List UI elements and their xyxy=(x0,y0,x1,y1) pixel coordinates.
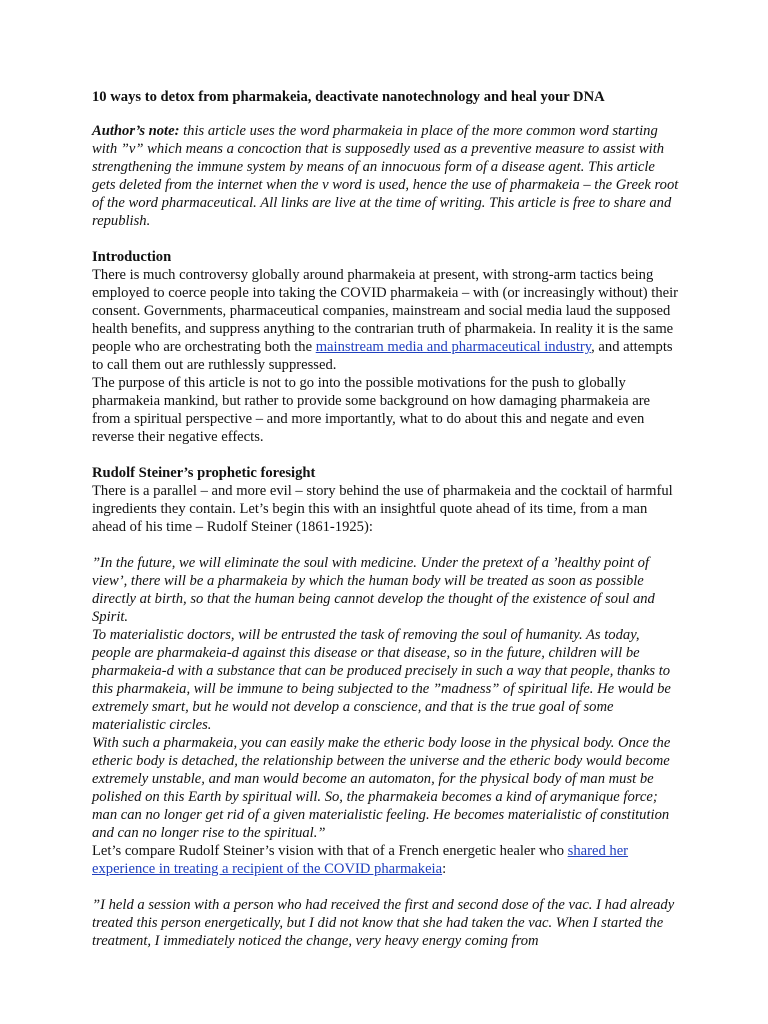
steiner-paragraph: There is a parallel – and more evil – story behind the use of pharmakeia and the cocktail of harmful ingredients they contain. Let’s begin this with an insightful quote ahead of its time, from a man ahead of his time – Rudolf Steiner (1861-1925): xyxy=(92,483,673,535)
steiner-quote-part-3: With such a pharmakeia, you can easily make the etheric body loose in the physical body. Once the etheric body is detached, the relationship between the universe and the etheric body would become extremely unstable, and man would become an automaton, for the physical body of man must be polished on this Earth by spiritual will. So, the pharmakeia becomes a kind of arymanique force; man can no longer get rid of a given materialistic feeling. He becomes materialistic of constitution and can no longer rise to the spiritual.” xyxy=(92,735,671,841)
healer-quote: ”I held a session with a person who had received the first and second dose of the vac. I had already treated this person energetically, but I did not know that she had taken the vac. When I started the treatment, I immediately noticed the change, very heavy energy coming from xyxy=(92,897,675,949)
mainstream-media-link[interactable]: mainstream media and pharmaceutical industry xyxy=(315,339,592,355)
document-page xyxy=(92,88,682,950)
author-note xyxy=(92,122,682,230)
healer-experience-link[interactable]: shared her experience in treating a recipient of the COVID pharmakeia xyxy=(92,843,629,877)
compare-text-after-link: : xyxy=(442,861,447,877)
steiner-heading: Rudolf Steiner’s prophetic foresight xyxy=(92,465,316,481)
intro-text-after-link: , and attempts to call them out are ruthlessly suppressed. xyxy=(92,339,673,373)
intro-paragraph-2: The purpose of this article is not to go into the possible motivations for the push to globally pharmakeia mankind, but rather to provide some background on how damaging pharmakeia are from a spiritual perspective – and more importantly, what to do about this and negate and even reverse their negative effects. xyxy=(92,375,651,445)
compare-text-before-link: Let’s compare Rudolf Steiner’s vision with that of a French energetic healer who xyxy=(92,843,568,859)
steiner-quote-part-1: ”In the future, we will eliminate the soul with medicine. Under the pretext of a ’healthy point of view’, there will be a pharmakeia by which the human body will be treated as soon as possible directly at birth, so that the human being cannot develop the thought of the existence of soul and Spirit. xyxy=(92,555,655,625)
compare-paragraph xyxy=(92,842,682,878)
author-note-label: Author’s note: xyxy=(92,123,180,139)
intro-heading: Introduction xyxy=(92,249,172,265)
steiner-quote-part-2: To materialistic doctors, will be entrusted the task of removing the soul of humanity. As today, people are pharmakeia-d against this disease or that disease, so in the future, children will be pharmakeia-d with a substance that can be produced precisely in such a way that people, thanks to this pharmakeia, will be immune to being subjected to the ”madness” of spiritual life. He would be extremely smart, but he would not develop a conscience, and that is the true goal of some materialistic circles. xyxy=(92,627,671,733)
intro-paragraph-1 xyxy=(92,266,682,374)
article-title: 10 ways to detox from pharmakeia, deactivate nanotechnology and heal your DNA xyxy=(92,89,605,105)
intro-text-before-link: There is much controversy globally around pharmakeia at present, with strong-arm tactics being employed to coerce people into taking the COVID pharmakeia – with (or increasingly without) their consent. Governments, pharmaceutical companies, mainstream and social media laud the supposed health benefits, and suppress anything to the contrarian truth of pharmakeia. In reality it is the same people who are orchestrating both the xyxy=(92,267,679,355)
author-note-text: this article uses the word pharmakeia in place of the more common word starting with ”v” which means a concoction that is supposedly used as a preventive measure to assist with strengthening the immune system by means of an innocuous form of a disease agent. This article gets deleted from the internet when the v word is used, hence the use of pharmakeia – the Greek root of the word pharmaceutical. All links are live at the time of writing. This article is free to share and republish. xyxy=(92,123,679,229)
